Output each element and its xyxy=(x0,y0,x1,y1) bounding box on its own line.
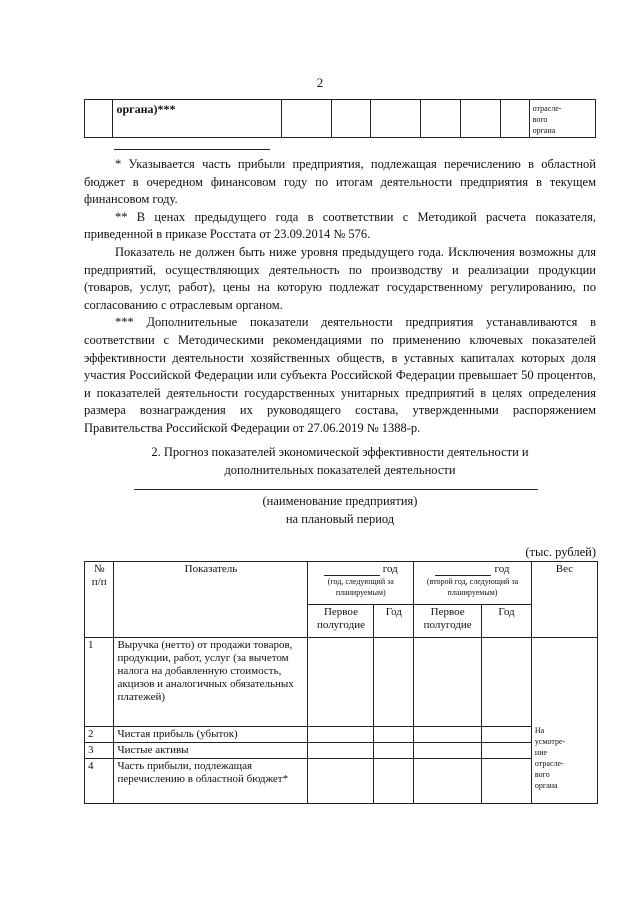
subheader-year1: Год xyxy=(374,605,414,638)
header-indicator: Показатель xyxy=(114,562,308,638)
top-table-cell-text: органа)*** xyxy=(116,102,176,116)
footnote-2: ** В ценах предыдущего года в соответствии с Методикой расчета показателя, приведенной в приказе Росстата от 23.09.2014 № 576. xyxy=(84,209,596,242)
header-num: № п/п xyxy=(85,562,114,638)
weight-note: На усмотре- ние отрасле- вого органа xyxy=(531,638,597,804)
units-label: (тыс. рублей) xyxy=(525,545,596,559)
header-year2: год (второй год, следующий за планируемым) xyxy=(414,562,532,605)
top-table-last-cell: отрасле- вого органа xyxy=(532,104,562,135)
section-title-line1: 2. Прогноз показателей экономической эффективности деятельности и xyxy=(151,445,529,459)
forecast-table xyxy=(84,561,598,804)
footnote-1: * Указывается часть прибыли предприятия, подлежащая перечислению в областной бюджет в очередном финансовом году по итогам деятельности предприятия в текущем финансовом году. xyxy=(84,157,596,207)
footnote-3: *** Дополнительные показатели деятельности предприятия устанавливаются в соответствии с Методическими рекомендациями по применению ключевых показателей эффективности деятельности хозяйственных обществ, в уставных капиталах которых доля участия Российской Федерации или субъекта Российской Федерации превышает 50 процентов, и показателей деятельности государственных унитарных предприятий в целях определения размера вознаграждения их руководящего состава, утвержденными распоряжением Правительства Российской Федерации от 27.06.2019 № 1388-р. xyxy=(84,315,596,435)
table-row: 3 Чистые активы xyxy=(85,743,598,759)
header-year1: год (год, следующий за планируемым) xyxy=(308,562,414,605)
page-number: 2 xyxy=(316,75,324,90)
footnote-paragraph: Показатель не должен быть ниже уровня предыдущего года. Исключения возможны для предприятий, осуществляющих деятельность по производству и реализации продукции (товаров, услуг, работ), цены на которую подлежат государственному регулированию, по согласованию с отраслевым органом. xyxy=(84,244,596,312)
enterprise-name-line xyxy=(134,489,538,490)
header-weight: Вес xyxy=(531,562,597,638)
table-row: 4 Часть прибыли, подлежащая перечислению в областной бюджет* xyxy=(85,759,598,804)
period-caption: на плановый период xyxy=(285,512,395,526)
section-title-line2: дополнительных показателей деятельности xyxy=(224,463,456,477)
top-table-fragment xyxy=(84,99,596,138)
enterprise-name-caption: (наименование предприятия) xyxy=(262,494,418,508)
table-row: 2 Чистая прибыль (убыток) xyxy=(85,727,598,743)
subheader-half1: Первое полугодие xyxy=(308,605,374,638)
subheader-half2: Первое полугодие xyxy=(414,605,482,638)
subheader-year2: Год xyxy=(482,605,532,638)
table-header-row xyxy=(85,562,598,605)
footnote-separator xyxy=(114,149,270,150)
footnotes-block xyxy=(84,156,596,438)
table-row: 1 Выручка (нетто) от продажи товаров, продукции, работ, услуг (за вычетом налога на добавленную стоимость, акцизов и аналогичных обязательных платежей) На усмотре- ние отрасле- вого органа xyxy=(85,638,598,727)
